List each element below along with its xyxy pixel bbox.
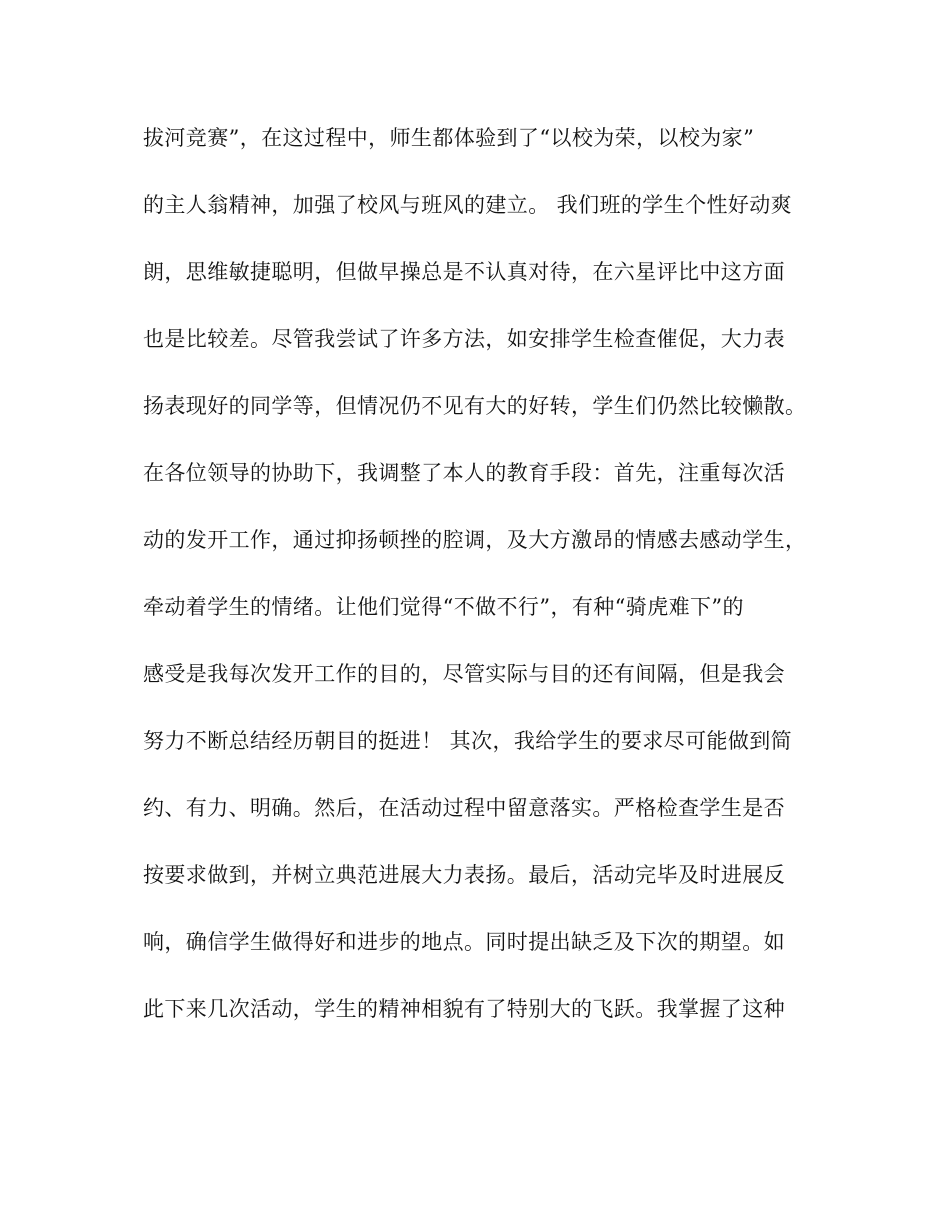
text-line: 牵动着学生的情绪。让他们觉得“不做不行”，有种“骑虎难下”的 — [143, 595, 744, 619]
text-line: 响，确信学生做得好和进步的地点。同时提出缺乏及下次的期望。如 — [143, 930, 785, 954]
text-line: 在各位领导的协助下，我调整了本人的教育手段：首先，注重每次活 — [143, 461, 785, 485]
text-line: 动的发开工作，通过抑扬顿挫的腔调，及大方激昂的情感去感动学生， — [143, 528, 807, 552]
text-line: 拔河竞赛”，在这过程中，师生都体验到了“以校为荣，以校为家” — [143, 126, 755, 150]
text-line: 约、有力、明确。然后，在活动过程中留意落实。严格检查学生是否 — [143, 796, 785, 820]
text-line: 也是比较差。尽管我尝试了许多方法，如安排学生检查催促，大力表 — [143, 327, 785, 351]
text-line: 扬表现好的同学等，但情况仍不见有大的好转，学生们仍然比较懒散。 — [143, 394, 807, 418]
text-line: 朗，思维敏捷聪明，但做早操总是不认真对待，在六星评比中这方面 — [143, 260, 785, 284]
text-line: 此下来几次活动，学生的精神相貌有了特别大的飞跃。我掌握了这种 — [143, 997, 785, 1021]
text-line: 的主人翁精神，加强了校风与班风的建立。 我们班的学生个性好动爽 — [143, 193, 793, 217]
body-text — [143, 116, 823, 1054]
text-line: 感受是我每次发开工作的目的，尽管实际与目的还有间隔，但是我会 — [143, 662, 785, 686]
text-line: 按要求做到，并树立典范进展大力表扬。最后，活动完毕及时进展反 — [143, 863, 785, 887]
text-line: 努力不断总结经历朝目的挺进！ 其次，我给学生的要求尽可能做到简 — [143, 729, 793, 753]
